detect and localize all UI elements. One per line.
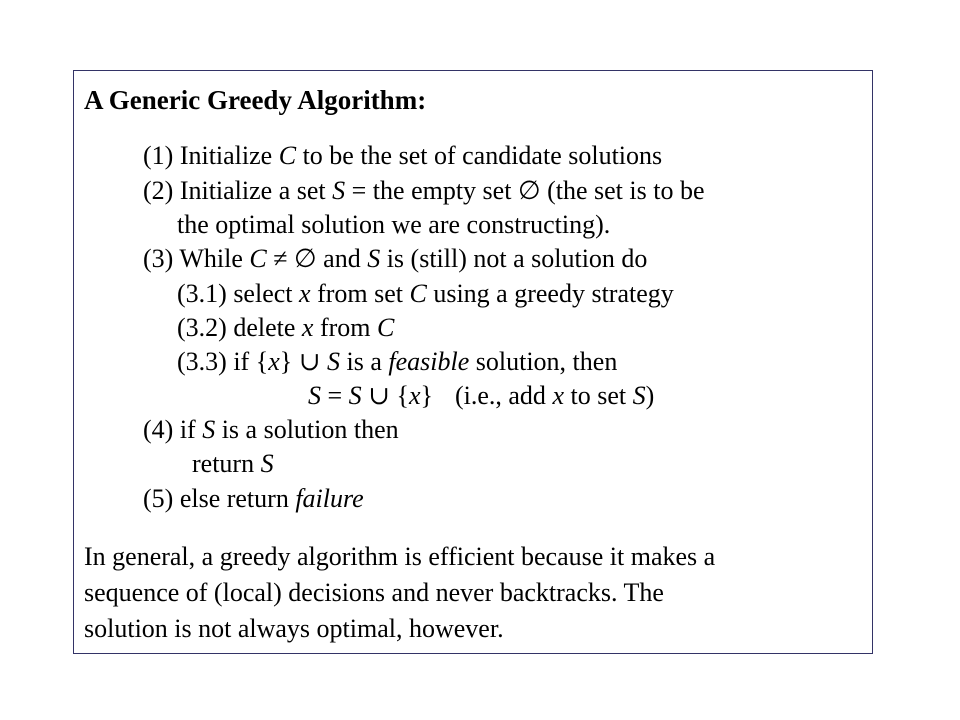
step-3-1: (3.1) select x from set C using a greedy strategy [177,279,674,308]
step-3: (3) While C ≠ ∅ and S is (still) not a solution do [143,244,648,273]
summary-line-3: solution is not always optimal, however. [84,614,504,643]
step-3-3-assignment: S = S ∪ {x} (i.e., add x to set S) [308,381,655,410]
step-1: (1) Initialize C to be the set of candidate solutions [143,141,663,170]
step-3-2: (3.2) delete x from C [177,313,395,342]
summary-line-1: In general, a greedy algorithm is efficient because it makes a [84,542,716,571]
summary-line-2: sequence of (local) decisions and never backtracks. The [84,578,664,607]
step-3-3: (3.3) if {x} ∪ S is a feasible solution, then [177,347,618,376]
step-2-continued: the optimal solution we are constructing). [177,210,611,239]
step-4: (4) if S is a solution then [143,415,399,444]
summary-paragraph [84,539,864,647]
step-4-return: return S [192,449,274,478]
algorithm-heading: A Generic Greedy Algorithm: [84,85,427,115]
content-box [73,70,873,654]
step-2: (2) Initialize a set S = the empty set ∅ (the set is to be [143,176,705,205]
step-5: (5) else return failure [143,484,364,513]
